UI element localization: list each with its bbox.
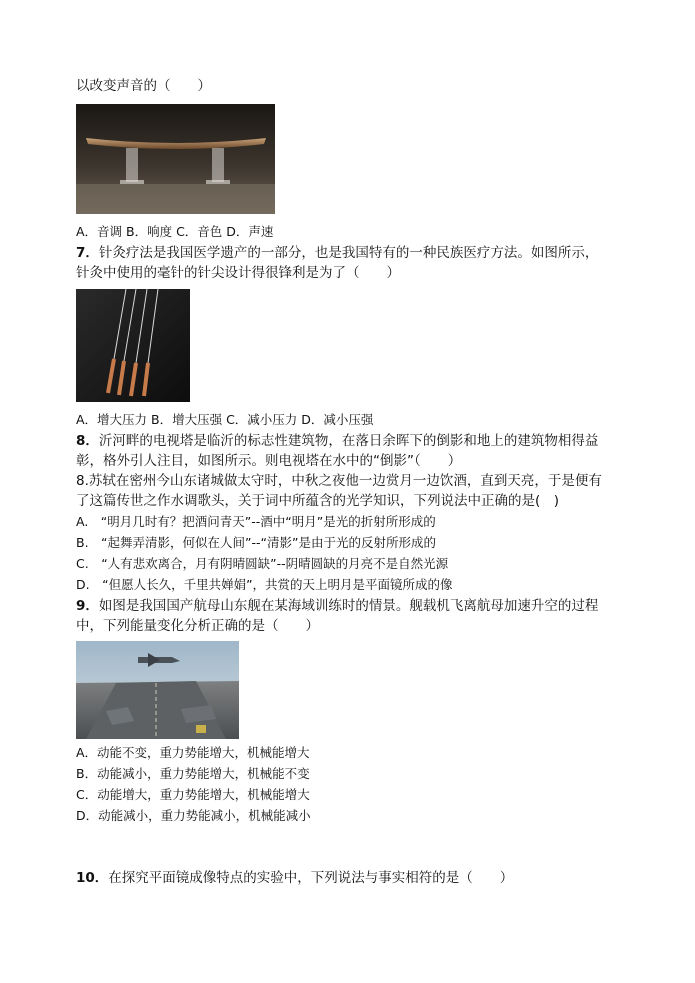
aircraft-carrier-photo [76,641,239,739]
q9-option-a: A．动能不变，重力势能增大，机械能增大 [76,745,310,760]
q6-options: A．音调 B．响度 C．音色 D．声速 [76,224,274,239]
q7-line2: 针灸中使用的毫针的针尖设计得很锋利是为了（ ） [76,265,400,281]
q9-line1 [76,597,598,615]
q8b-option-c: C. “人有悲欢离合，月有阴晴圆缺”--阴晴圆缺的月亮不是自然光源 [76,556,449,571]
q7-line1 [76,244,598,262]
q8-line2: 彰，格外引人注目，如图所示。则电视塔在水中的“倒影”（ ） [76,453,462,469]
q8-line1 [76,432,598,450]
bronze-instrument-photo [76,104,275,214]
q10-line1 [76,869,513,887]
q10-text1: 在探究平面镜成像特点的实验中，下列说法与事实相符的是（ ） [108,870,514,886]
q7-text1: 针灸疗法是我国医学遗产的一部分，也是我国特有的一种民族医疗方法。如图所示， [98,245,599,261]
q7-options: A．增大压力 B．增大压强 C．减小压力 D．减小压强 [76,412,374,427]
q8b-option-d: D. “但愿人长久，千里共婵娟”，共赏的天上明月是平面镜所成的像 [76,577,453,592]
q8b-option-b: B. “起舞弄清影，何似在人间”--“清影”是由于光的反射所形成的 [76,535,436,550]
q9-text1: 如图是我国国产航母山东舰在某海域训练时的情景。舰载机飞离航母加速升空的过程 [98,598,599,614]
q9-line2: 中，下列能量变化分析正确的是（ ） [76,618,319,634]
q7-number: 7． [76,245,99,261]
q9-option-b: B．动能减小，重力势能增大，机械能不变 [76,766,310,781]
acupuncture-needles-photo [76,289,190,402]
q6-stem-tail: 以改变声音的（ ） [76,78,211,94]
q9-option-c: C．动能增大，重力势能增大，机械能增大 [76,787,310,802]
q9-number: 9． [76,598,99,614]
q10-number: 10． [76,870,109,886]
q9-option-d: D．动能减小，重力势能减小，机械能减小 [76,808,311,823]
q8-number: 8． [76,433,99,449]
q8-text1: 沂河畔的电视塔是临沂的标志性建筑物，在落日余晖下的倒影和地上的建筑物相得益 [98,433,599,449]
q8b-line2: 了这篇传世之作水调歌头，关于词中所蕴含的光学知识，下列说法中正确的是( ) [76,493,560,509]
q8b-option-a: A. “明月几时有？把酒问青天”--酒中“明月”是光的折射所形成的 [76,514,436,529]
q8b-line1: 8.苏轼在密州今山东诸城做太守时，中秋之夜他一边赏月一边饮酒，直到天亮，于是便有 [76,473,602,489]
